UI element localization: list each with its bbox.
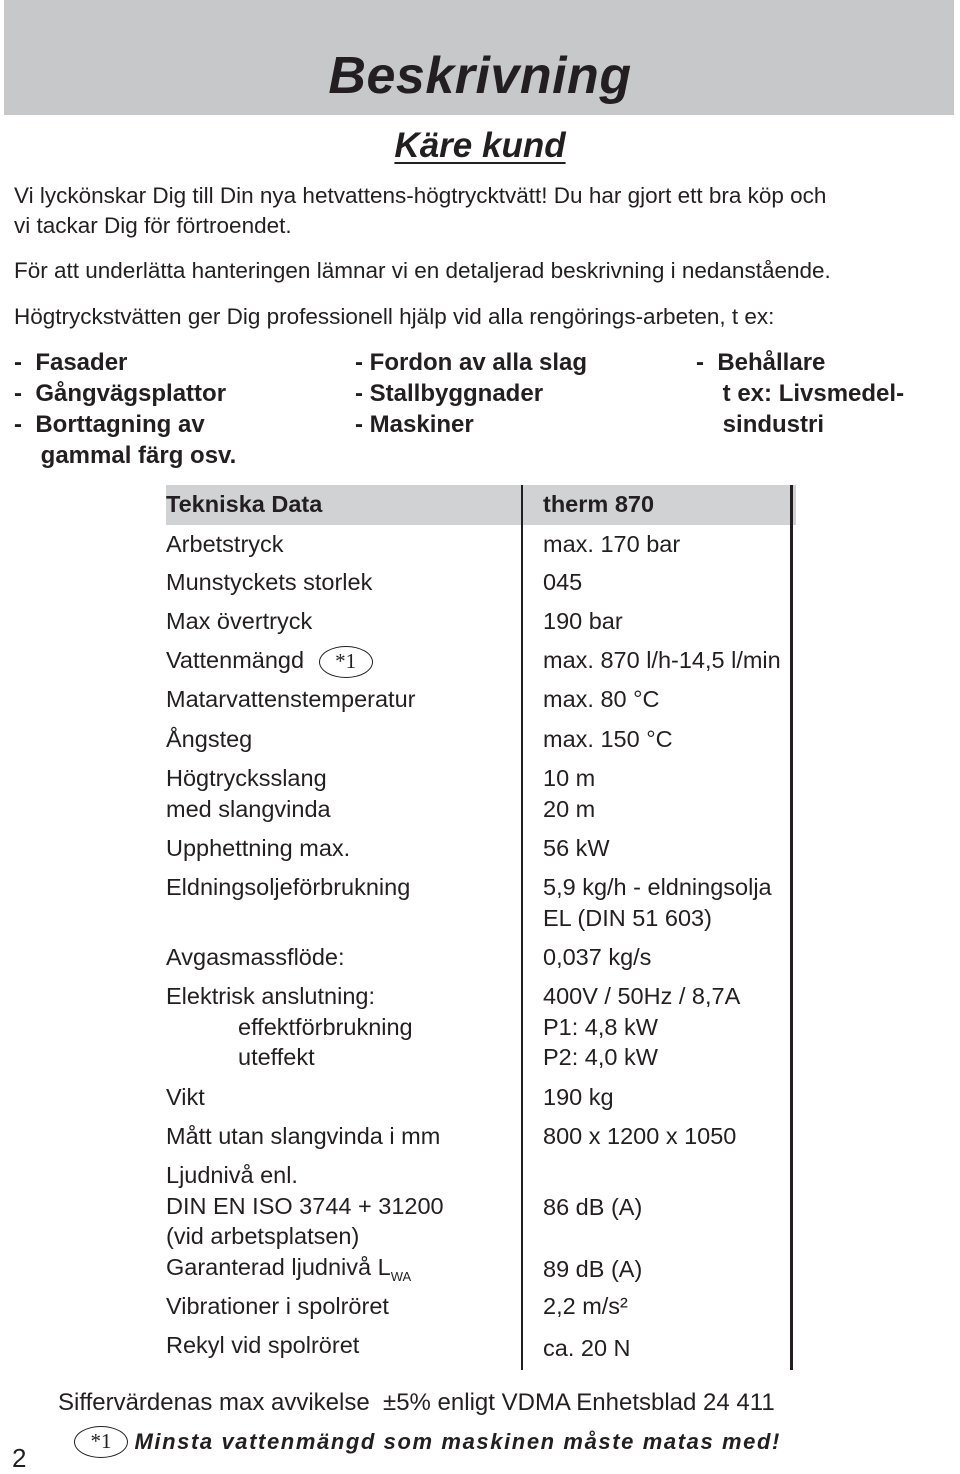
- row-value: 10 m: [543, 765, 596, 791]
- row-label: Munstyckets storlek: [166, 569, 373, 595]
- use-item: - Stallbyggnader: [355, 380, 544, 407]
- use-item: - Borttagning av: [14, 411, 205, 438]
- footnote-text: Minsta vattenmängd som maskinen måste matas med!: [134, 1429, 781, 1454]
- tech-table-divider: [521, 485, 523, 1370]
- row-label: Ljudnivå enl.: [166, 1162, 298, 1188]
- row-label-group: [166, 1160, 444, 1252]
- row-label: Mått utan slangvinda i mm: [166, 1123, 441, 1149]
- row-value: 5,9 kg/h - eldningsolja: [543, 874, 772, 900]
- use-item: - Fasader: [14, 349, 128, 376]
- use-item: gammal färg osv.: [14, 442, 237, 469]
- row-label: med slangvinda: [166, 795, 331, 822]
- row-value: ca. 20 N: [543, 1335, 631, 1361]
- row-value-group: [543, 763, 595, 824]
- row-label: Vibrationer i spolröret: [166, 1293, 389, 1319]
- row-value: 400V / 50Hz / 8,7A: [543, 983, 741, 1009]
- row-label-group: [166, 645, 373, 678]
- uses-column-1: [14, 347, 236, 471]
- footnote-ref-mark: *1: [74, 1426, 128, 1458]
- row-label-group: [166, 763, 331, 824]
- use-item: - Fordon av alla slag: [355, 349, 588, 376]
- row-label: Elektrisk anslutning:: [166, 983, 375, 1009]
- row-label: (vid arbetsplatsen): [166, 1223, 360, 1249]
- tolerance-note: Siffervärdenas max avvikelse ±5% enligt VDMA Enhetsblad 24 411: [58, 1389, 775, 1416]
- greeting-text: Käre kund: [394, 126, 566, 165]
- uses-column-2: [355, 347, 587, 440]
- row-value: max. 170 bar: [543, 531, 681, 557]
- intro-line-3: För att underlätta hanteringen lämnar vi en detaljerad beskrivning i nedanstående.: [14, 258, 831, 283]
- use-item: sindustri: [696, 411, 825, 438]
- footnote-line: [74, 1426, 781, 1458]
- row-label: Eldningsoljeförbrukning: [166, 874, 411, 900]
- row-label: Vikt: [166, 1084, 205, 1110]
- row-value: max. 80 °C: [543, 686, 660, 712]
- row-value: 56 kW: [543, 835, 610, 861]
- row-value: 86 dB (A): [543, 1194, 643, 1220]
- row-value: 800 x 1200 x 1050: [543, 1123, 737, 1149]
- row-value: max. 150 °C: [543, 726, 673, 752]
- use-item: t ex: Livsmedel-: [696, 380, 905, 407]
- row-value: 20 m: [543, 795, 596, 822]
- row-label-group: [166, 981, 413, 1073]
- row-label: Matarvattenstemperatur: [166, 686, 416, 712]
- page-number: 2: [12, 1443, 27, 1473]
- intro-line-1: Vi lyckönskar Dig till Din nya hetvattens-högtrycktvätt! Du har gjort ett bra köp och: [14, 183, 827, 208]
- greeting-heading: [0, 124, 960, 168]
- row-label: Högtrycksslang: [166, 765, 327, 791]
- row-label: effektförbrukning: [238, 1013, 413, 1040]
- row-value: EL (DIN 51 603): [543, 904, 712, 931]
- row-value: 0,037 kg/s: [543, 944, 652, 970]
- row-value-group: [543, 872, 772, 933]
- row-value: 89 dB (A): [543, 1256, 643, 1282]
- row-label-subscript: WA: [390, 1269, 412, 1284]
- row-value-group: [543, 981, 740, 1073]
- row-value: max. 870 l/h-14,5 l/min: [543, 647, 781, 673]
- row-label: Avgasmassflöde:: [166, 944, 345, 970]
- row-label: Max övertryck: [166, 608, 313, 634]
- row-label: uteffekt: [238, 1044, 315, 1070]
- model-name: therm 870: [543, 491, 655, 517]
- page-title: Beskrivning: [328, 47, 632, 105]
- row-label: Ångsteg: [166, 726, 253, 752]
- row-value: P2: 4,0 kW: [543, 1044, 658, 1070]
- row-label: Garanterad ljudnivå L: [166, 1254, 391, 1280]
- row-label: DIN EN ISO 3744 + 31200: [166, 1192, 444, 1219]
- row-value: P1: 4,8 kW: [543, 1013, 658, 1040]
- use-item: - Maskiner: [355, 411, 474, 438]
- use-item: - Behållare: [696, 349, 826, 376]
- tech-table-title: Tekniska Data: [166, 491, 323, 517]
- row-label: Rekyl vid spolröret: [166, 1332, 360, 1358]
- row-label: Upphettning max.: [166, 835, 351, 861]
- row-value: 2,2 m/s²: [543, 1293, 628, 1319]
- intro-line-2: vi tackar Dig för förtroendet.: [14, 213, 292, 238]
- row-label: Arbetstryck: [166, 531, 284, 557]
- row-value: 190 bar: [543, 608, 623, 634]
- tech-table-right-border: [790, 485, 793, 1370]
- row-label: Vattenmängd: [166, 647, 305, 673]
- row-value: 190 kg: [543, 1084, 614, 1110]
- use-item: - Gångvägsplattor: [14, 380, 227, 407]
- intro-line-4: Högtryckstvätten ger Dig professionell hjälp vid alla rengörings-arbeten, t ex:: [14, 304, 775, 329]
- uses-column-3: [696, 347, 904, 440]
- footnote-ref-mark: *1: [319, 646, 373, 678]
- row-value: 045: [543, 569, 583, 595]
- row-label-group: [166, 1252, 411, 1293]
